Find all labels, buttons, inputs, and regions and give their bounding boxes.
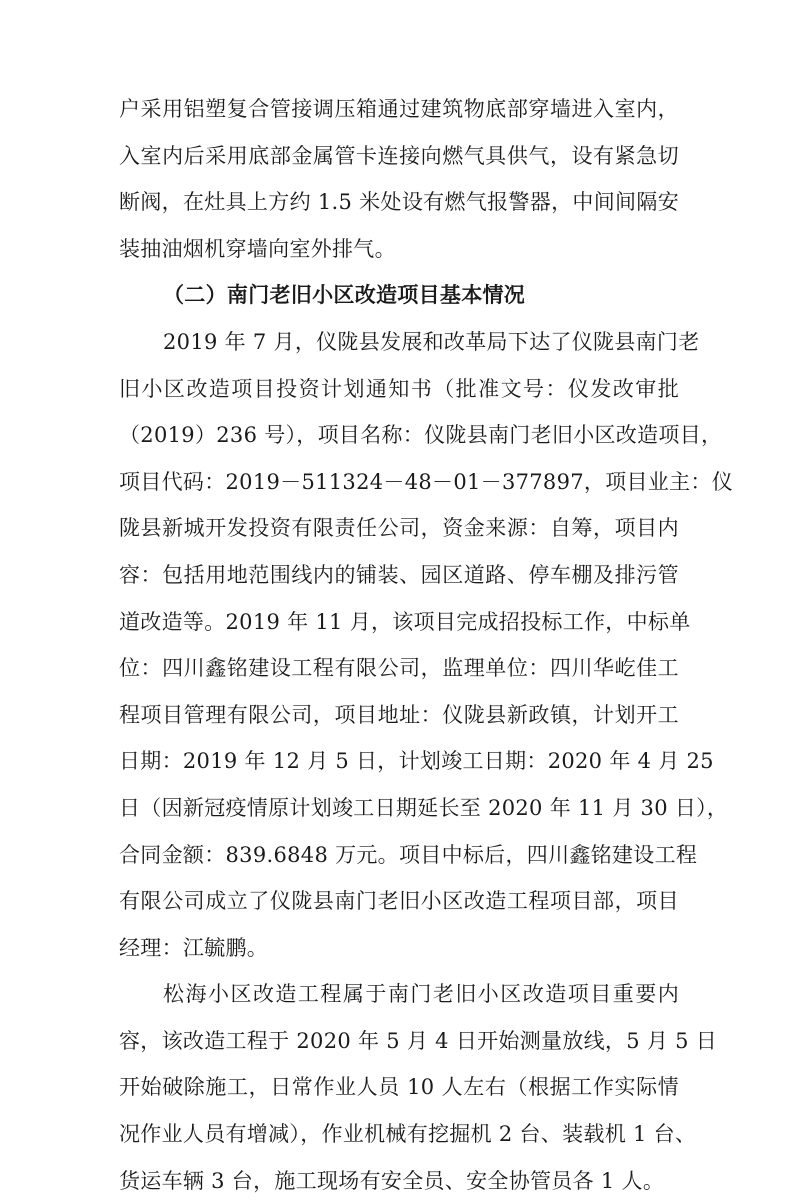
text-line-15: 日期：2019 年 12 月 5 日，计划竣工日期：2020 年 4 月 25: [119, 749, 714, 774]
text-line-19: 经理：江毓鹏。: [119, 935, 269, 960]
text-line-2: 入室内后采用底部金属管卡连接向燃气具供气，设有紧急切: [119, 143, 679, 168]
text-line-16: 日（因新冠疫情原计划竣工日期延长至 2020 年 11 月 30 日），: [119, 795, 729, 820]
text-line-8: （2019）236 号），项目名称：仪陇县南门老旧小区改造项目，: [119, 423, 723, 448]
section-heading: （二）南门老旧小区改造项目基本情况: [163, 283, 526, 308]
text-line-20: 松海小区改造工程属于南门老旧小区改造项目重要内: [163, 982, 679, 1007]
text-line-10: 陇县新城开发投资有限责任公司，资金来源：自筹，项目内: [119, 516, 679, 541]
text-line-14: 程项目管理有限公司，项目地址：仪陇县新政镇，计划开工: [119, 702, 679, 727]
text-line-13: 位：四川鑫铭建设工程有限公司，监理单位：四川华屹佳工: [119, 656, 679, 681]
text-line-4: 装抽油烟机穿墙向室外排气。: [119, 236, 396, 261]
text-line-3: 断阀，在灶具上方约 1.5 米处设有燃气报警器，中间间隔安: [119, 190, 679, 215]
text-line-1: 户采用铝塑复合管接调压箱通过建筑物底部穿墙进入室内，: [119, 97, 679, 121]
text-line-9: 项目代码：2019－511324－48－01－377897，项目业主：仪: [119, 469, 734, 494]
text-line-12: 道改造等。2019 年 11 月，该项目完成招投标工作，中标单: [119, 609, 691, 634]
text-line-11: 容：包括用地范围线内的铺装、园区道路、停车棚及排污管: [119, 562, 679, 587]
text-line-7: 旧小区改造项目投资计划通知书（批准文号：仪发改审批: [119, 376, 679, 401]
text-line-6: 2019 年 7 月，仪陇县发展和改革局下达了仪陇县南门老: [163, 329, 700, 354]
text-line-17: 合同金额：839.6848 万元。项目中标后，四川鑫铭建设工程: [119, 842, 698, 867]
text-line-22: 开始破除施工，日常作业人员 10 人左右（根据工作实际情: [119, 1075, 679, 1100]
document-body: [119, 86, 734, 1204]
text-line-18: 有限公司成立了仪陇县南门老旧小区改造工程项目部，项目: [119, 889, 679, 914]
text-line-24: 货运车辆 3 台，施工现场有安全员、安全协管员各 1 人。: [119, 1168, 665, 1193]
text-line-21: 容，该改造工程于 2020 年 5 月 4 日开始测量放线，5 月 5 日: [119, 1028, 718, 1053]
text-line-23: 况作业人员有增减），作业机械有挖掘机 2 台、装载机 1 台、: [119, 1122, 697, 1147]
